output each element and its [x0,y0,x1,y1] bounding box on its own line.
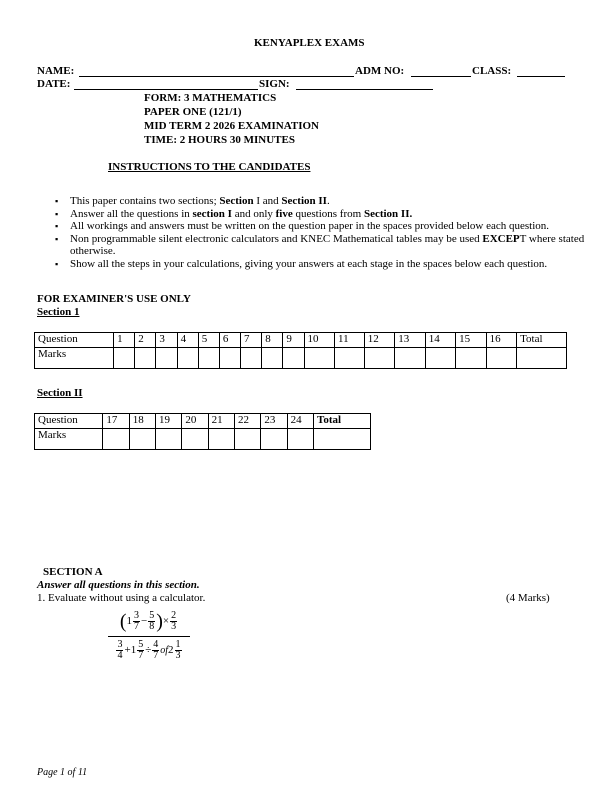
name-label: NAME: [37,65,75,77]
marks-cell[interactable] [129,429,155,450]
instruction-item: ▪ Non programmable silent electronic calculators and KNEC Mathematical tables may be used EXCEPT where stated otherwise. [53,233,598,258]
page-number: Page 1 of 11 [37,767,88,778]
question-number: 11 [334,333,364,348]
date-label: DATE: [37,78,71,90]
marks-cell[interactable] [283,348,304,369]
marks-cell[interactable] [486,348,516,369]
marks-header: Marks [35,429,103,450]
question-number: 24 [287,414,313,429]
section-a-subtitle: Answer all questions in this section. [37,579,200,591]
question-number: 17 [103,414,129,429]
expression-denominator: $\frac{3}{4}$ +1 $\frac{5}{7}$ ÷ $\frac{4}{7}$ of2 $\frac{1}{3}$ [117,638,181,661]
marks-cell[interactable] [219,348,240,369]
marks-cell[interactable] [114,348,135,369]
total-header: Total [517,333,567,348]
question-number: 7 [241,333,262,348]
instructions-list [53,195,598,270]
marks-header: Marks [35,348,114,369]
marks-cell[interactable] [135,348,156,369]
table-row [35,348,567,369]
marks-cell[interactable] [287,429,313,450]
total-cell[interactable] [314,429,371,450]
instruction-item: ▪ All workings and answers must be written on the question paper in the spaces provided below each question. [53,220,598,233]
instruction-item: ▪ Show all the steps in your calculations, giving your answers at each stage in the spaces below each question. [53,258,598,271]
sign-label: SIGN: [259,78,290,90]
section1-label: Section 1 [37,306,80,318]
paper-line: PAPER ONE (121/1) [144,106,242,118]
instruction-item: ▪ Answer all the questions in section I and only five questions from Section II. [53,208,598,221]
class-field[interactable] [517,76,565,77]
instructions-title: INSTRUCTIONS TO THE CANDIDATES [108,161,311,173]
question-number: 20 [182,414,208,429]
math-expression [108,608,190,665]
class-label: CLASS: [472,65,512,77]
marks-cell[interactable] [304,348,334,369]
instruction-item: ▪ This paper contains two sections; Section I and Section II. [53,195,598,208]
question-number: 22 [235,414,261,429]
section-a-title: SECTION A [43,566,103,578]
sign-field[interactable] [296,89,433,90]
marks-cell[interactable] [262,348,283,369]
marks-cell[interactable] [156,348,177,369]
question-number: 2 [135,333,156,348]
section2-marks-table [34,413,371,450]
question-header: Question [35,333,114,348]
marks-cell[interactable] [103,429,129,450]
question-1-marks: (4 Marks) [506,592,550,604]
form-line: FORM: 3 MATHEMATICS [144,92,277,104]
question-number: 6 [219,333,240,348]
marks-cell[interactable] [177,348,198,369]
examiner-title: FOR EXAMINER'S USE ONLY [37,293,191,305]
marks-cell[interactable] [395,348,425,369]
question-number: 14 [425,333,455,348]
marks-cell[interactable] [208,429,234,450]
adm-field[interactable] [411,76,471,77]
question-number: 1 [114,333,135,348]
expression-numerator: (1 $\frac{3}{7}$ − $\frac{5}{8}$ )× $\frac{2}{3}$ [119,609,177,633]
table-row [35,414,371,429]
question-number: 16 [486,333,516,348]
exam-line: MID TERM 2 2026 EXAMINATION [144,120,319,132]
question-number: 23 [261,414,287,429]
marks-cell[interactable] [425,348,455,369]
marks-cell[interactable] [334,348,364,369]
date-field[interactable] [74,89,258,90]
question-number: 8 [262,333,283,348]
marks-cell[interactable] [364,348,394,369]
question-number: 12 [364,333,394,348]
question-number: 4 [177,333,198,348]
table-row [35,333,567,348]
school-title: KENYAPLEX EXAMS [254,37,365,49]
table-row [35,429,371,450]
section2-label: Section II [37,387,83,399]
question-number: 9 [283,333,304,348]
adm-label: ADM NO: [355,65,405,77]
name-field[interactable] [79,76,354,77]
question-number: 5 [198,333,219,348]
section1-marks-table [34,332,567,369]
marks-cell[interactable] [156,429,182,450]
question-number: 18 [129,414,155,429]
question-number: 15 [456,333,486,348]
marks-cell[interactable] [182,429,208,450]
question-number: 19 [156,414,182,429]
marks-cell[interactable] [235,429,261,450]
total-header: Total [314,414,371,429]
total-cell[interactable] [517,348,567,369]
marks-cell[interactable] [198,348,219,369]
question-number: 21 [208,414,234,429]
question-number: 13 [395,333,425,348]
question-1: 1. Evaluate without using a calculator. [37,592,206,604]
marks-cell[interactable] [261,429,287,450]
marks-cell[interactable] [456,348,486,369]
question-number: 10 [304,333,334,348]
time-line: TIME: 2 HOURS 30 MINUTES [144,134,295,146]
marks-cell[interactable] [241,348,262,369]
question-header: Question [35,414,103,429]
question-number: 3 [156,333,177,348]
